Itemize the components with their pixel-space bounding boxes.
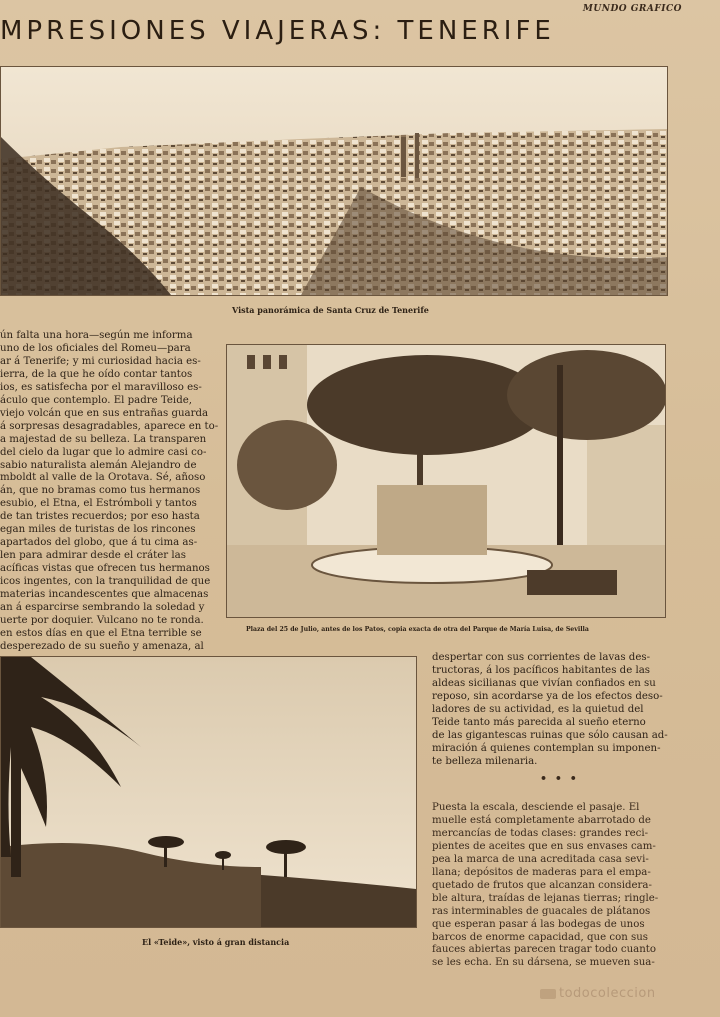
watermark-text: todocoleccion — [559, 986, 656, 1001]
text-line: despertar con sus corrientes de lavas des- — [432, 652, 651, 663]
text-line: uerte por doquier. Vulcano no te ronda. — [0, 614, 204, 626]
masthead: MUNDO GRAFICO — [582, 4, 682, 14]
text-line: uno de los oficiales del Romeu—para — [0, 342, 191, 354]
text-line: ar á Tenerife; y mi curiosidad hacia es- — [0, 355, 201, 367]
watermark-logo-icon — [540, 989, 556, 999]
text-line: ierra, de la que he oído contar tantos — [0, 368, 193, 380]
panorama-caption: Vista panorámica de Santa Cruz de Tenerife — [232, 305, 429, 315]
teide-caption: El «Teide», visto á gran distancia — [142, 937, 290, 947]
text-line: aldeas sicilianas que vivían confiados en su — [432, 677, 656, 689]
text-line: quetado de frutos que alcanzan considera- — [432, 879, 652, 891]
plaza-photo — [226, 344, 666, 618]
text-line: án, que no bramas como tus hermanos — [0, 485, 201, 497]
text-line: apartados del globo, que á tu cima as- — [0, 537, 198, 549]
text-line: en estos días en que el Etna terrible se — [0, 627, 202, 639]
text-line: llana; depósitos de maderas para el empa- — [432, 866, 651, 878]
text-line: ún falta una hora—según me informa — [0, 330, 193, 341]
text-line: de tan tristes recuerdos; por eso hasta — [0, 511, 200, 523]
text-line: Puesta la escala, desciende el pasaje. El — [432, 802, 640, 813]
text-line: tructoras, á los pacíficos habitantes de las — [432, 664, 651, 676]
text-line: barcos de enorme capacidad, que con sus — [432, 931, 649, 943]
text-line: ladores de su actividad, es la quietud del — [432, 703, 644, 715]
text-line: Teide tanto más parecida al sueño eterno — [432, 716, 646, 728]
text-line: desperezado de su sueño y amenaza, al — [0, 640, 204, 652]
text-line: reposo, sin acordarse ya de los efectos deso- — [432, 690, 663, 702]
text-line: icos ingentes, con la tranquilidad de que — [0, 576, 211, 588]
teide-photo — [0, 656, 417, 928]
text-line: ios, es satisfecha por el maravilloso es- — [0, 381, 202, 393]
watermark — [540, 986, 656, 1001]
text-line: pea la marca de una acreditada casa sevi- — [432, 853, 649, 865]
text-line: mboldt al valle de la Orotava. Sé, añoso — [0, 472, 206, 484]
text-line: ble altura, traídas de lejanas tierras; ringle- — [432, 892, 659, 904]
text-line: que esperan pasar á las bodegas de unos — [432, 918, 645, 930]
text-line: de las gigantescas ruinas que sólo causan ad- — [432, 729, 668, 741]
text-line: se les echa. En su dársena, se mueven sua- — [432, 957, 655, 969]
text-line: egan miles de turistas de los rincones — [0, 524, 196, 536]
right-column-text-2 — [432, 802, 694, 970]
text-line: sabio naturalista alemán Alejandro de — [0, 459, 197, 471]
text-line: muelle está completamente abarrotado de — [432, 814, 651, 826]
text-line: del cielo da lugar que lo admire casi co- — [0, 446, 207, 458]
text-line: ras interminables de guacales de plátanos — [432, 905, 651, 917]
right-column-text — [432, 652, 694, 769]
left-column-text — [0, 330, 219, 654]
text-line: áculo que contemplo. El padre Teide, — [0, 394, 192, 406]
text-line: mercancías de todas clases: grandes reci- — [432, 827, 649, 839]
text-line: pientes de aceites que en sus envases cam- — [432, 840, 656, 852]
text-line: á sorpresas desagradables, aparece en to- — [0, 420, 219, 432]
text-line: miración á quienes contemplan su imponen- — [432, 742, 661, 754]
text-line: acíficas vistas que ofrecen tus hermanos — [0, 563, 210, 575]
text-line: a majestad de su belleza. La transparen — [0, 433, 207, 445]
text-line: esubio, el Etna, el Estrómboli y tantos — [0, 498, 197, 510]
text-line: an á esparcirse sembrando la soledad y — [0, 602, 205, 614]
text-line: te belleza milenaria. — [432, 755, 538, 767]
text-line: materias incandescentes que almacenas — [0, 589, 209, 601]
panorama-photo — [0, 66, 668, 296]
text-line: viejo volcán que en sus entrañas guarda — [0, 407, 209, 419]
plaza-caption: Plaza del 25 de Julio, antes de los Patos, copia exacta de otra del Parque de María Luisa, de Sevilla — [246, 626, 589, 633]
text-line: fauces abiertas parecen tragar todo cuanto — [432, 944, 657, 956]
section-separator: • • • — [540, 772, 579, 785]
text-line: len para admirar desde el cráter las — [0, 550, 186, 562]
page-title: MPRESIONES VIAJERAS: TENERIFE — [0, 16, 555, 46]
